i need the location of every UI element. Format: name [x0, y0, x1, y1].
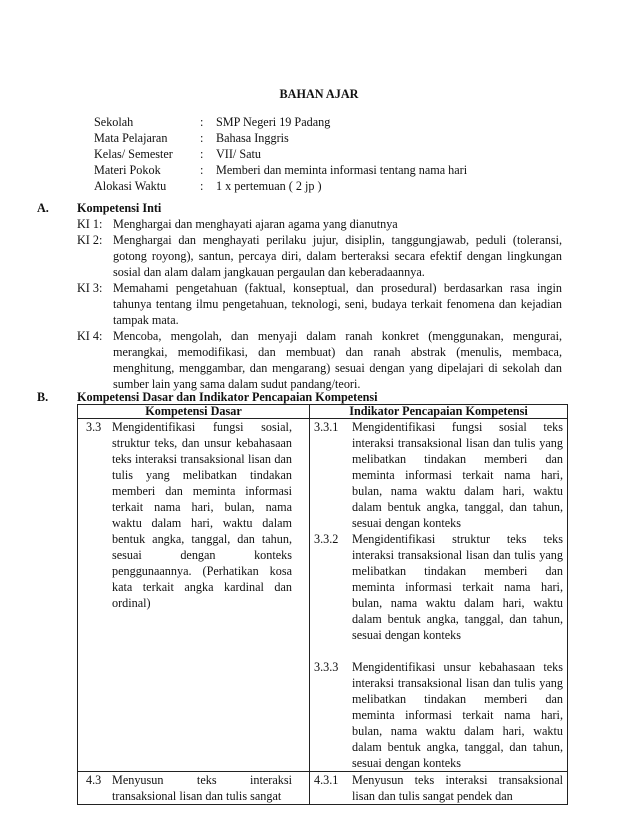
info-row-school [94, 114, 467, 130]
info-colon: : [200, 131, 204, 145]
info-colon: : [200, 147, 204, 161]
info-value: VII/ Satu [216, 147, 262, 161]
kd-number: 4.3 [86, 773, 102, 787]
info-value: Bahasa Inggris [216, 131, 289, 145]
spacer [310, 643, 567, 659]
ki-label: KI 1: [77, 217, 103, 231]
info-label: Mata Pelajaran [94, 131, 168, 145]
indicator-item [310, 419, 567, 531]
kd-number: 3.3 [86, 420, 102, 434]
ki-text: Mencoba, mengolah, dan menyaji dalam ranah konkret (menggunakan, mengurai, merangkai, memodifikasi, dan membuat) dan ranah abstrak (menulis, membaca, menghitung, menggambar, dan mengarang) sesuai dengan yang dipelajari di sekolah dan sumber lain yang sama dalam sudut pandang/teori. [113, 329, 562, 391]
table-header-row [78, 405, 568, 419]
column-header: Kompetensi Dasar [78, 405, 310, 419]
section-letter: B. [37, 390, 49, 404]
info-value: Memberi dan meminta informasi tentang nama hari [216, 163, 468, 177]
ki-label: KI 3: [77, 281, 103, 295]
kd-text: Menyusun teks interaksi transaksional lisan dan tulis sangat [112, 773, 292, 803]
indicator-text: Mengidentifikasi struktur teks teks interaksi transaksional lisan dan tulis yang melibatkan tindakan memberi dan meminta informasi terkait nama hari, bulan, nama waktu dalam hari, waktu dalam bentuk angka, tanggal, dan tahun, sesuai dengan konteks [352, 532, 563, 642]
section-letter: A. [37, 201, 49, 215]
indicator-number: 3.3.3 [314, 660, 339, 674]
info-colon: : [200, 163, 204, 177]
ki-item [77, 328, 562, 392]
info-value: 1 x pertemuan ( 2 jp ) [216, 179, 322, 193]
info-value: SMP Negeri 19 Padang [216, 115, 331, 129]
ki-text: Menghargai dan menghayati perilaku jujur, disiplin, tanggungjawab, peduli (toleransi, gotong royong), santun, percaya diri, dalam berteraksi secara efektif dengan lingkungan sosial dan alam dalam jangkauan pergaulan dan keberadaannya. [113, 233, 562, 279]
info-colon: : [200, 115, 204, 129]
indicator-number: 4.3.1 [314, 773, 339, 787]
kd-text: Mengidentifikasi fungsi sosial, struktur teks, dan unsur kebahasaan teks interaksi transaksional lisan dan tulis yang melibatkan tindakan memberi dan meminta informasi terkait nama hari, bulan, nama waktu dalam hari, waktu dalam bentuk angka, tanggal, dan tahun, sesuai dengan konteks penggunaannya. (Perhatikan kosa kata terkait angka kardinal dan ordinal) [112, 420, 292, 610]
indicator-text: Menyusun teks interaksi transaksional lisan dan tulis sangat pendek dan [352, 773, 563, 803]
info-row-subject [94, 130, 467, 146]
ki-text: Memahami pengetahuan (faktual, konseptual, dan prosedural) berdasarkan rasa ingin tahunya tentang ilmu pengetahuan, teknologi, seni, budaya terkait fenomena dan kejadian tampak mata. [113, 281, 562, 327]
kd-cell [78, 772, 310, 805]
info-label: Kelas/ Semester [94, 147, 173, 161]
indicator-number: 3.3.1 [314, 420, 339, 434]
indicator-item [310, 659, 567, 771]
indicator-item [310, 772, 567, 804]
info-row-topic [94, 162, 467, 178]
ki-label: KI 4: [77, 329, 103, 343]
table-row [78, 772, 568, 805]
indicator-cell [310, 772, 568, 805]
competency-table [77, 404, 568, 805]
ki-label: KI 2: [77, 233, 103, 247]
identity-table [94, 114, 467, 194]
ki-item [77, 232, 562, 280]
section-title: Kompetensi Dasar dan Indikator Pencapaian Kompetensi [77, 390, 378, 404]
info-row-time [94, 178, 467, 194]
indicator-cell [310, 419, 568, 772]
indicator-text: Mengidentifikasi fungsi sosial teks interaksi transaksional lisan dan tulis yang melibatkan tindakan memberi dan meminta informasi terkait nama hari, bulan, nama waktu dalam hari, waktu dalam bentuk angka, tanggal, dan tahun, sesuai dengan konteks [352, 420, 563, 530]
ki-item [77, 216, 562, 232]
table-row [78, 419, 568, 772]
section-a-heading [37, 200, 161, 216]
info-label: Alokasi Waktu [94, 179, 167, 193]
kd-cell [78, 419, 310, 772]
indicator-text: Mengidentifikasi unsur kebahasaan teks interaksi transaksional lisan dan tulis yang melibatkan tindakan memberi dan meminta informasi terkait nama hari, bulan, nama waktu dalam hari, waktu dalam bentuk angka, tanggal, dan tahun, sesuai dengan konteks [352, 660, 563, 770]
info-colon: : [200, 179, 204, 193]
section-b-heading [37, 389, 378, 405]
document-title: BAHAN AJAR [279, 87, 359, 101]
ki-text: Menghargai dan menghayati ajaran agama yang dianutnya [113, 217, 398, 231]
indicator-item [310, 531, 567, 643]
section-title: Kompetensi Inti [77, 201, 162, 215]
info-label: Materi Pokok [94, 163, 161, 177]
column-header: Indikator Pencapaian Kompetensi [310, 405, 568, 419]
info-row-class [94, 146, 467, 162]
info-label: Sekolah [94, 115, 134, 129]
ki-item [77, 280, 562, 328]
indicator-number: 3.3.2 [314, 532, 339, 546]
